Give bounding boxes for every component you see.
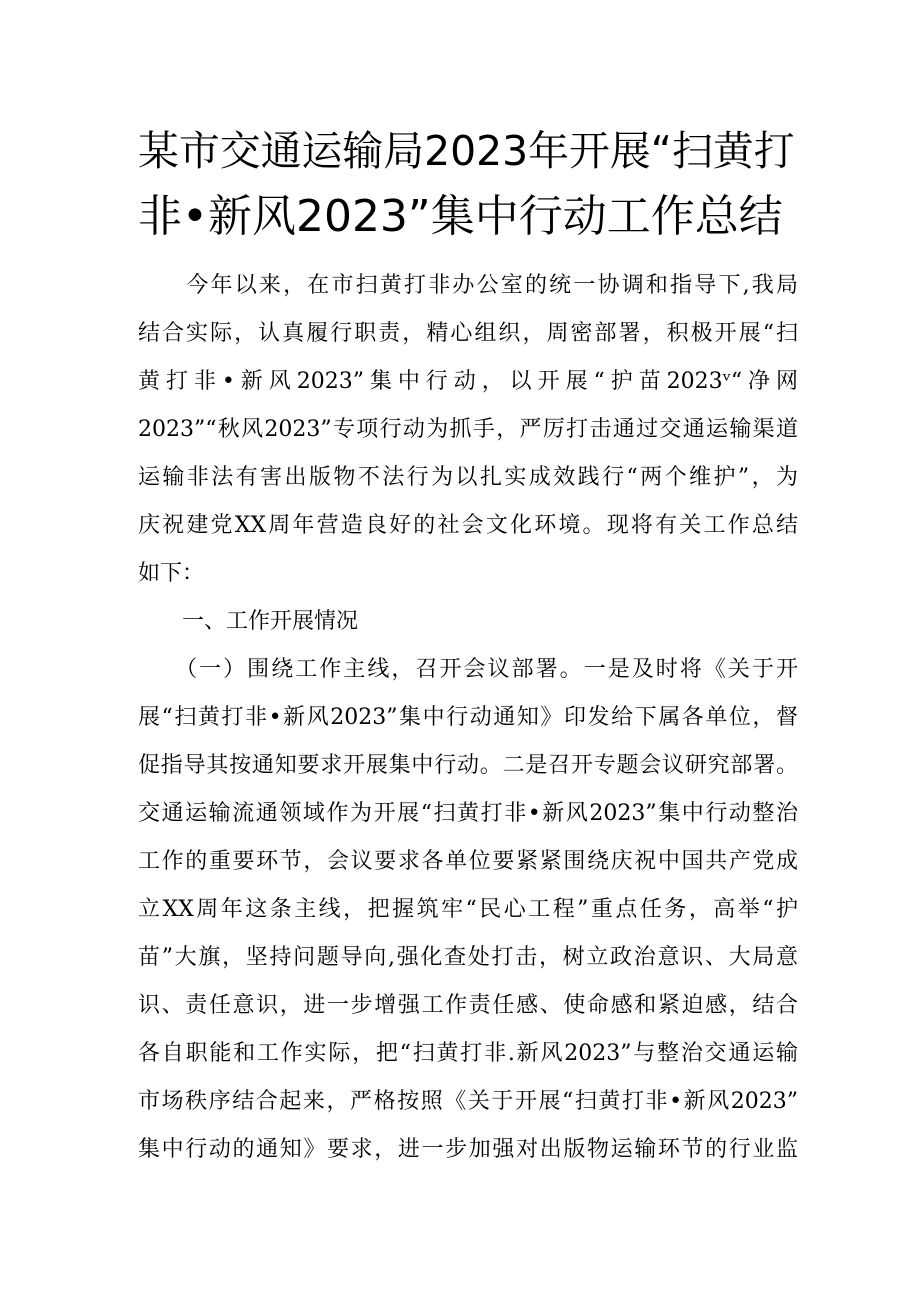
section-heading: 一、工作开展情况 [138,609,359,634]
document-body [138,262,798,1174]
body-line: 结合实际，认真履行职责，精心组织，周密部署，积极开展“扫 [138,321,798,346]
body-line: 展“扫黄打非•新风2023”集中行动通知》印发给下属各单位，督 [138,705,798,730]
body-line: 促指导其按通知要求开展集中行动。二是召开专题会议研究部署。 [138,753,798,778]
body-line: 交通运输流通领域作为开展“扫黄打非•新风2023”集中行动整治 [138,801,798,826]
body-line: （一）围绕工作主线，召开会议部署。一是及时将《关于开 [138,657,798,682]
body-line: 工作的重要环节，会议要求各单位要紧紧围绕庆祝中国共产党成 [138,849,798,874]
document-title [138,118,798,250]
body-line: 识、责任意识，进一步增强工作责任感、使命感和紧迫感，结合 [138,993,798,1018]
body-line: 今年以来，在市扫黄打非办公室的统一协调和指导下,我局 [138,273,798,298]
body-line: 庆祝建党XX周年营造良好的社会文化环境。现将有关工作总结 [138,513,798,538]
body-line: 集中行动的通知》要求，进一步加强对出版物运输环节的行业监 [138,1137,798,1162]
body-line: 2023”“秋风2023”专项行动为抓手，严厉打击通过交通运输渠道 [138,417,798,442]
title-line-1: 某市交通运输局2023年开展“扫黄打 [138,127,795,175]
title-line-2: 非•新风2023”集中行动工作总结 [138,191,783,242]
body-line: 如下： [138,561,205,586]
body-line: 运输非法有害出版物不法行为以扎实成效践行“两个维护”，为 [138,465,798,490]
body-line: 各自职能和工作实际，把“扫黄打非.新风2023”与整治交通运输 [138,1041,798,1066]
body-line: 苗”大旗，坚持问题导向,强化查处打击，树立政治意识、大局意 [138,945,798,970]
body-line: 立XX周年这条主线，把握筑牢“民心工程”重点任务，高举“护 [138,897,798,922]
body-line: 黄打非•新风2023”集中行动，以开展“护苗2023ᵛ“净网 [138,369,798,394]
body-line: 市场秩序结合起来，严格按照《关于开展“扫黄打非•新风2023” [138,1089,798,1114]
